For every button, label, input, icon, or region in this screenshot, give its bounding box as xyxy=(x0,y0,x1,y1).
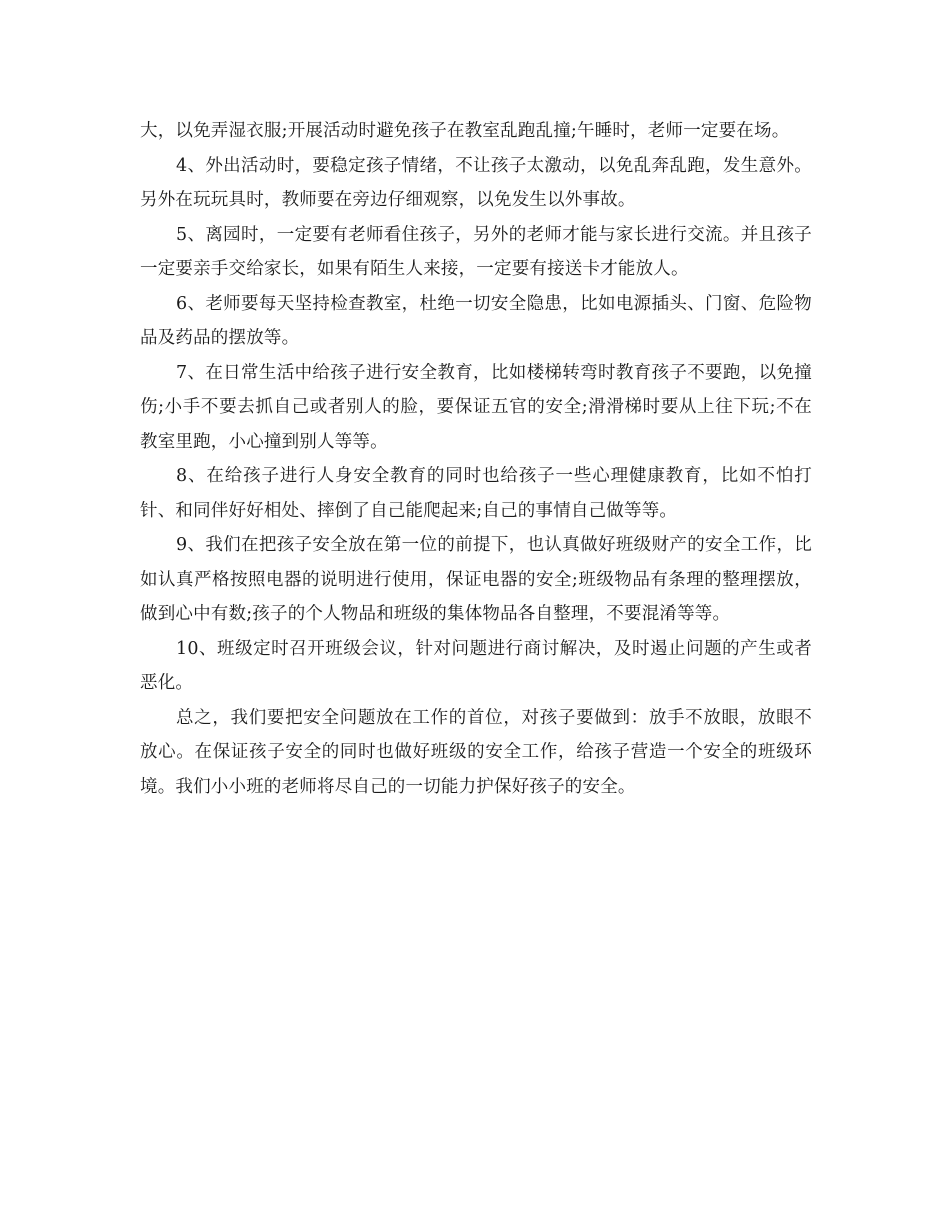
paragraph-item-10: 10、班级定时召开班级会议，针对问题进行商讨解决，及时遏止问题的产生或者恶化。 xyxy=(140,638,812,693)
paragraph-continuation: 大，以免弄湿衣服;开展活动时避免孩子在教室乱跑乱撞;午睡时，老师一定要在场。 xyxy=(140,121,790,141)
paragraph-item-4: 4、外出活动时，要稳定孩子情绪，不让孩子太激动，以免乱奔乱跑，发生意外。另外在玩玩具时，教师要在旁边仔细观察，以免发生以外事故。 xyxy=(140,155,812,210)
paragraph-item-5: 5、离园时，一定要有老师看住孩子，另外的老师才能与家长进行交流。并且孩子一定要亲手交给家长，如果有陌生人来接，一定要有接送卡才能放人。 xyxy=(140,224,812,279)
paragraph-item-8: 8、在给孩子进行人身安全教育的同时也给孩子一些心理健康教育，比如不怕打针、和同伴好好相处、摔倒了自己能爬起来;自己的事情自己做等等。 xyxy=(140,466,812,521)
paragraph-conclusion: 总之，我们要把安全问题放在工作的首位，对孩子要做到：放手不放眼，放眼不放心。在保证孩子安全的同时也做好班级的安全工作，给孩子营造一个安全的班级环境。我们小小班的老师将尽自己的一切能力护保好孩子的安全。 xyxy=(140,707,812,797)
paragraph-item-9: 9、我们在把孩子安全放在第一位的前提下，也认真做好班级财产的安全工作，比如认真严格按照电器的说明进行使用，保证电器的安全;班级物品有条理的整理摆放，做到心中有数;孩子的个人物品和班级的集体物品各自整理，不要混淆等等。 xyxy=(140,535,812,624)
paragraph-item-6: 6、老师要每天坚持检查教室，杜绝一切安全隐患，比如电源插头、门窗、危险物品及药品的摆放等。 xyxy=(140,293,812,348)
paragraph-item-7: 7、在日常生活中给孩子进行安全教育，比如楼梯转弯时教育孩子不要跑，以免撞伤;小手不要去抓自己或者别人的脸，要保证五官的安全;滑滑梯时要从上往下玩;不在教室里跑，小心撞到别人等等。 xyxy=(140,362,812,452)
document-body xyxy=(140,114,812,804)
